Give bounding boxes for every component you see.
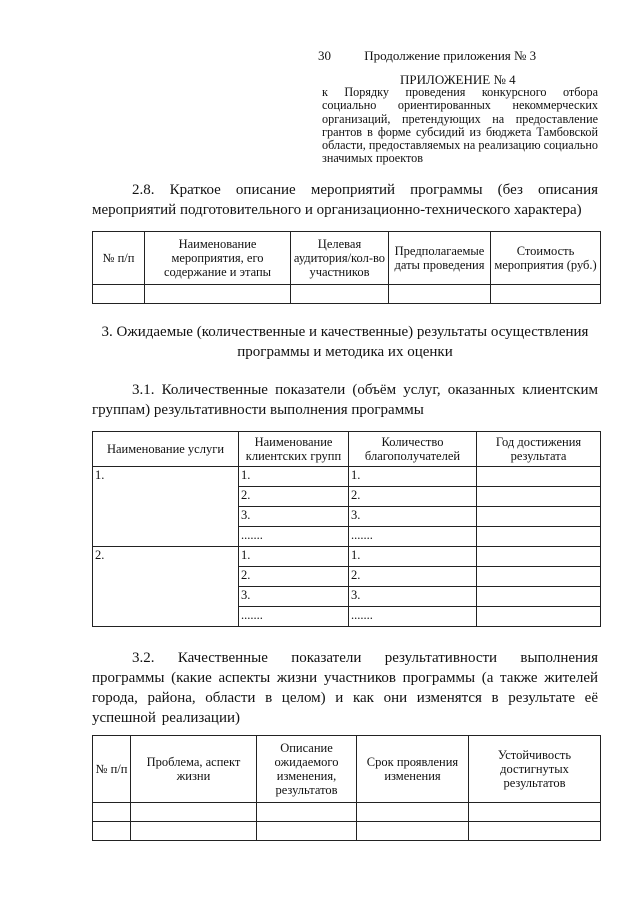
year-cell <box>477 547 601 567</box>
column-header: Устойчивость достигнутых результатов <box>469 736 601 803</box>
table-cell <box>357 803 469 822</box>
table-cell <box>357 822 469 841</box>
column-header: Наименование услуги <box>93 432 239 467</box>
section-2-8-text: 2.8. Краткое описание мероприятий программы (без описания мероприятий подготовительного и организационно-технического характера) <box>92 182 598 218</box>
year-cell <box>477 567 601 587</box>
service-cell: 2. <box>93 547 239 627</box>
table-cell <box>469 822 601 841</box>
table-cell <box>131 822 257 841</box>
beneficiaries-cell: 3. <box>349 507 477 527</box>
client-group-cell: ....... <box>239 527 349 547</box>
table-cell <box>93 285 145 304</box>
beneficiaries-cell: 1. <box>349 467 477 487</box>
events-table <box>92 231 601 304</box>
table-cell <box>469 803 601 822</box>
beneficiaries-cell: 3. <box>349 587 477 607</box>
page-header <box>318 48 536 64</box>
client-group-cell: 2. <box>239 487 349 507</box>
table-cell <box>131 803 257 822</box>
beneficiaries-cell: 2. <box>349 487 477 507</box>
client-group-cell: 3. <box>239 587 349 607</box>
table-cell <box>257 822 357 841</box>
table-cell <box>257 803 357 822</box>
table-row <box>93 547 601 567</box>
quantitative-table <box>92 431 601 627</box>
table-row <box>93 822 601 841</box>
table-header-row <box>93 232 601 285</box>
table-cell <box>491 285 601 304</box>
table-cell <box>93 822 131 841</box>
page-number: 30 <box>318 48 331 63</box>
appendix-title: ПРИЛОЖЕНИЕ № 4 <box>400 72 516 87</box>
year-cell <box>477 607 601 627</box>
service-cell: 1. <box>93 467 239 547</box>
column-header: Количество благополучателей <box>349 432 477 467</box>
column-header: Год достижения результата <box>477 432 601 467</box>
year-cell <box>477 507 601 527</box>
beneficiaries-cell: 1. <box>349 547 477 567</box>
column-header: Целевая аудитория/кол-во участников <box>291 232 389 285</box>
column-header: Наименование мероприятия, его содержание и этапы <box>145 232 291 285</box>
year-cell <box>477 527 601 547</box>
beneficiaries-cell: ....... <box>349 607 477 627</box>
table-cell <box>389 285 491 304</box>
column-header: № п/п <box>93 232 145 285</box>
table-header-row <box>93 736 601 803</box>
beneficiaries-cell: 2. <box>349 567 477 587</box>
client-group-cell: 1. <box>239 547 349 567</box>
year-cell <box>477 587 601 607</box>
column-header: Предполагаемые даты проведения <box>389 232 491 285</box>
column-header: Описание ожидаемого изменения, результатов <box>257 736 357 803</box>
table-row <box>93 467 601 487</box>
client-group-cell: 1. <box>239 467 349 487</box>
column-header: Срок проявления изменения <box>357 736 469 803</box>
continuation-note: Продолжение приложения № 3 <box>364 48 537 63</box>
table-row <box>93 285 601 304</box>
beneficiaries-cell: ....... <box>349 527 477 547</box>
year-cell <box>477 467 601 487</box>
column-header: Наименование клиентских групп <box>239 432 349 467</box>
column-header: Стоимость мероприятия (руб.) <box>491 232 601 285</box>
qualitative-table <box>92 735 601 841</box>
section-3-title: 3. Ожидаемые (количественные и качественные) результаты осуществления программы и методика их оценки <box>101 324 589 360</box>
client-group-cell: ....... <box>239 607 349 627</box>
table-cell <box>291 285 389 304</box>
table-header-row <box>93 432 601 467</box>
column-header: № п/п <box>93 736 131 803</box>
year-cell <box>477 487 601 507</box>
table-row <box>93 803 601 822</box>
appendix-body: к Порядку проведения конкурсного отбора социально ориентированных некоммерческих организаций, претендующих на предоставление грантов в форме субсидий из бюджета Тамбовской области, предоставляемых на реализацию социально значимых проектов <box>322 85 598 166</box>
table-cell <box>93 803 131 822</box>
client-group-cell: 2. <box>239 567 349 587</box>
section-3-2-text: 3.2. Качественные показатели результативности выполнения программы (какие аспекты жизни участников программы (а также жителей города, района, области в целом) и как они изменятся в результате её успешной реализации) <box>92 650 598 726</box>
column-header: Проблема, аспект жизни <box>131 736 257 803</box>
client-group-cell: 3. <box>239 507 349 527</box>
table-cell <box>145 285 291 304</box>
section-3-1-text: 3.1. Количественные показатели (объём услуг, оказанных клиентским группам) результативности выполнения программы <box>92 382 598 418</box>
